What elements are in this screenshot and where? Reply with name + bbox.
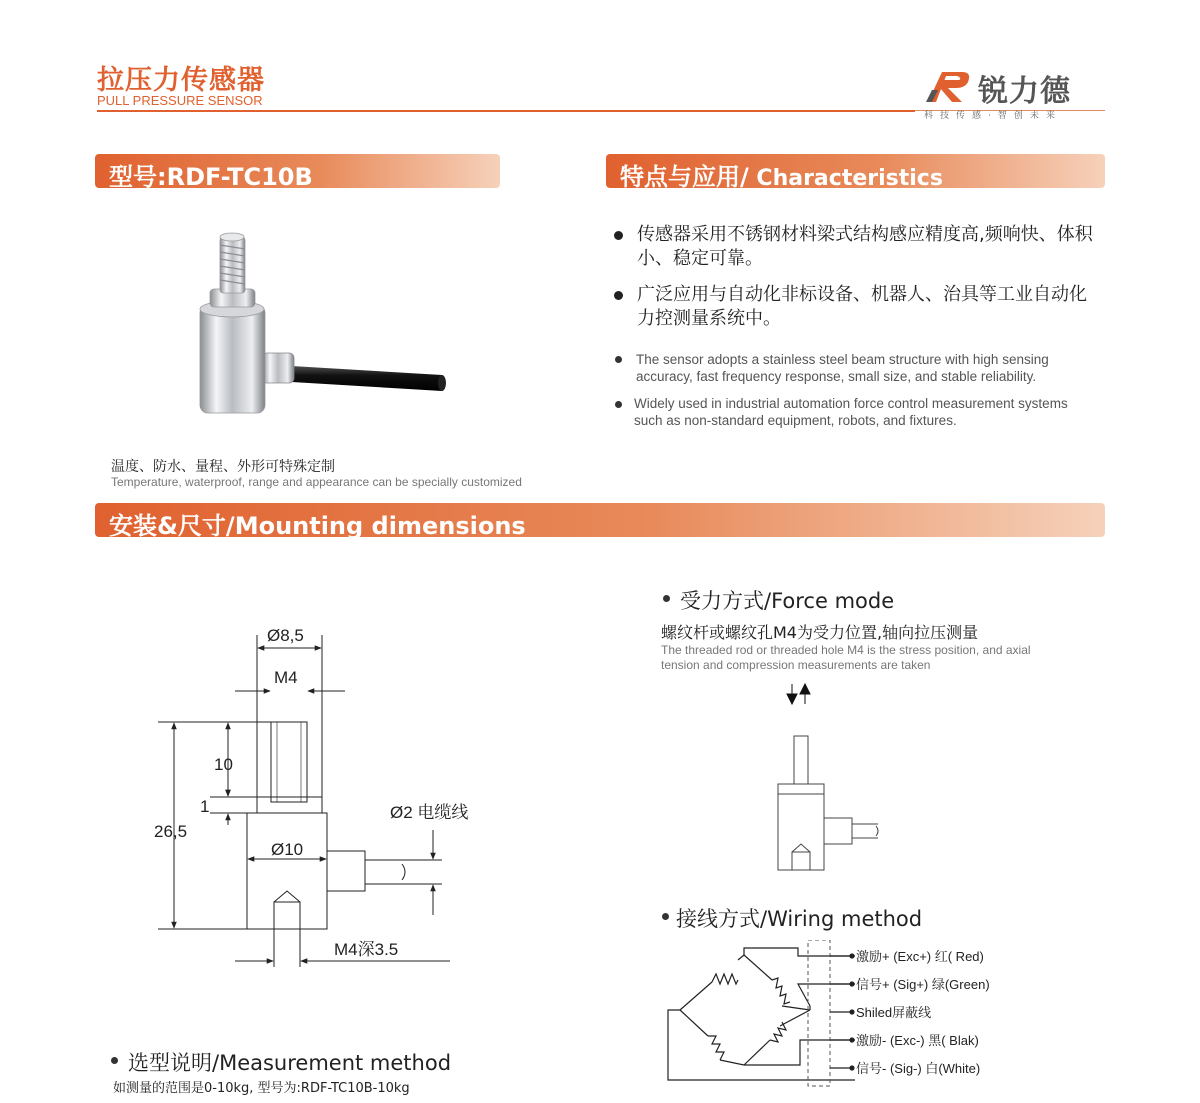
features-label-cn: 特点与应用/ bbox=[620, 163, 749, 191]
dim-d-body: Ø10 bbox=[271, 840, 304, 859]
force-mode-diagram bbox=[770, 680, 890, 880]
page-subtitle: PULL PRESSURE SENSOR bbox=[97, 93, 263, 108]
force-mode-title: 受力方式/Force mode bbox=[680, 589, 895, 613]
wire-label: Shiled屏蔽线 bbox=[856, 1005, 932, 1020]
bullet-icon bbox=[614, 291, 623, 300]
dim-cable: Ø2 电缆线 bbox=[390, 803, 469, 822]
wire-label: 信号- (Sig-) 白(White) bbox=[856, 1061, 981, 1076]
custom-note-en: Temperature, waterproof, range and appearance can be specially customized bbox=[111, 475, 522, 489]
brand-name: 锐力德 bbox=[978, 74, 1071, 109]
wire-label: 激励+ (Exc+) 红( Red) bbox=[856, 949, 984, 964]
dim-len-1: 1 bbox=[200, 797, 210, 816]
bullet-icon bbox=[662, 913, 669, 920]
bullet-icon bbox=[111, 1057, 118, 1064]
dim-len-10: 10 bbox=[214, 755, 233, 774]
brand-logo-icon bbox=[922, 66, 974, 104]
force-mode-cn: 螺纹杆或螺纹孔M4为受力位置,轴向拉压测量 bbox=[661, 623, 979, 642]
features-section-bar bbox=[606, 154, 1105, 191]
dimension-drawing bbox=[150, 615, 510, 975]
page-title: 拉压力传感器 bbox=[97, 65, 265, 96]
wire-label: 激励- (Exc-) 黑( Blak) bbox=[856, 1033, 979, 1048]
feature-item: 传感器采用不锈钢材料梁式结构感应精度高,频响快、体积小、稳定可靠。 bbox=[637, 224, 1093, 269]
bullet-icon bbox=[614, 231, 623, 240]
brand-slogan: 科技传感·智创未来 bbox=[924, 111, 1062, 121]
dim-d-top: Ø8,5 bbox=[267, 626, 304, 645]
dim-hole: M4深3.5 bbox=[334, 940, 399, 959]
mounting-label: 安装&尺寸/Mounting dimensions bbox=[109, 512, 526, 540]
custom-note-cn: 温度、防水、量程、外形可特殊定制 bbox=[111, 459, 335, 475]
bullet-icon bbox=[615, 401, 622, 408]
selection-example: 如测量的范围是0-10kg, 型号为:RDF-TC10B-10kg bbox=[113, 1081, 410, 1096]
header-divider bbox=[97, 110, 915, 112]
model-label: 型号:RDF-TC10B bbox=[109, 163, 313, 191]
wiring-title: 接线方式/Wiring method bbox=[676, 907, 923, 931]
feature-item: The sensor adopts a stainless steel beam structure with high sensing accuracy, fast frequency response, small size, and stable reliability. bbox=[636, 352, 1049, 384]
selection-title: 选型说明/Measurement method bbox=[128, 1051, 452, 1075]
wire-label: 信号+ (Sig+) 绿(Green) bbox=[856, 977, 990, 992]
dim-thread: M4 bbox=[274, 668, 298, 687]
model-section-bar bbox=[95, 154, 500, 191]
mounting-section-bar bbox=[95, 503, 1105, 540]
sensor-product-image bbox=[180, 225, 450, 425]
feature-item: 广泛应用与自动化非标设备、机器人、治具等工业自动化力控测量系统中。 bbox=[637, 284, 1087, 329]
feature-item: Widely used in industrial automation force control measurement systems such as non-standard equipment, robots, and fixtures. bbox=[634, 396, 1068, 428]
bullet-icon bbox=[615, 356, 622, 363]
dim-height: 26,5 bbox=[154, 822, 188, 841]
bullet-icon bbox=[663, 595, 670, 602]
wiring-diagram bbox=[660, 940, 1020, 1090]
features-label-en: Characteristics bbox=[748, 166, 943, 191]
features-label bbox=[620, 157, 943, 192]
force-mode-en: The threaded rod or threaded hole M4 is the stress position, and axial tension and compression measurements are taken bbox=[661, 643, 1031, 672]
